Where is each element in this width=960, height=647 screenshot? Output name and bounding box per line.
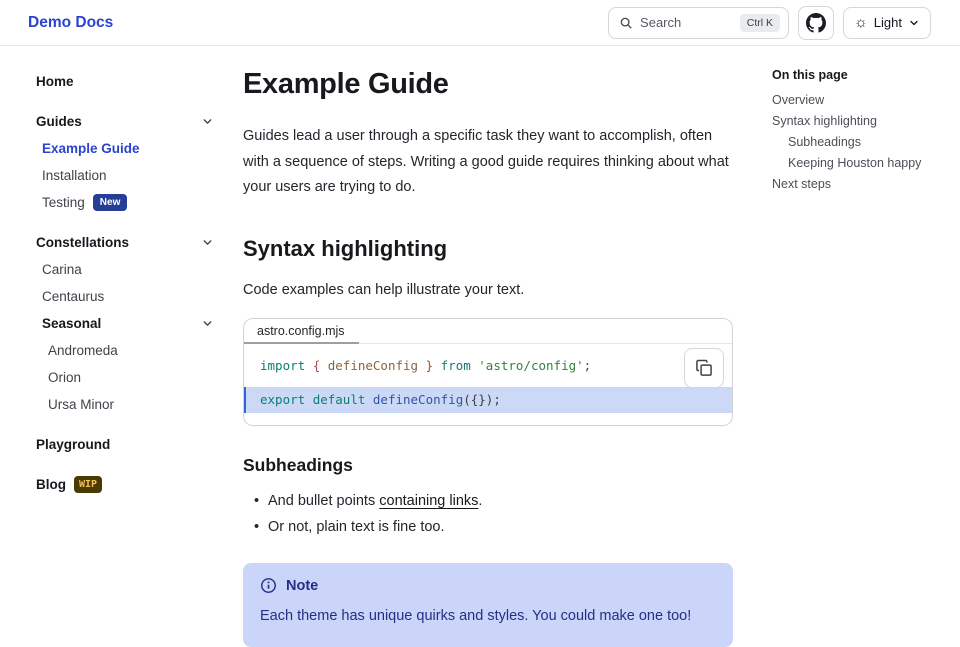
toc-item-next-steps[interactable]: Next steps: [772, 177, 832, 191]
sidebar-item-label: Carina: [42, 262, 82, 277]
toc-list: [772, 90, 947, 195]
section-heading-subheadings: Subheadings: [243, 454, 353, 475]
badge-new: New: [93, 194, 128, 211]
sidebar-item-label: Ursa Minor: [48, 397, 115, 412]
page-title: Example Guide: [243, 68, 449, 100]
sidebar-item-label: Orion: [48, 370, 82, 385]
sidebar-item-andromeda[interactable]: [36, 337, 214, 364]
search-button[interactable]: [608, 7, 789, 39]
sidebar-item-testing[interactable]: [36, 189, 214, 216]
sidebar-nav: [0, 46, 230, 540]
copy-button[interactable]: [684, 348, 724, 388]
sidebar-item-guides[interactable]: [36, 108, 214, 135]
page-layout: [0, 46, 960, 625]
note-body: Each theme has unique quirks and styles. You could make one too!: [260, 608, 692, 625]
main-content: [243, 46, 733, 625]
sidebar-item-label: Home: [36, 74, 74, 89]
intro-paragraph: Guides lead a user through a specific task they want to accomplish, often with a sequence of steps. Writing a good guide requires thinking about what your users are trying to do.: [243, 128, 729, 196]
note-title: Note: [286, 577, 319, 594]
github-icon: [806, 13, 826, 33]
toc-item-overview[interactable]: Overview: [772, 93, 825, 107]
site-header: [0, 0, 960, 46]
search-icon: [619, 16, 633, 30]
sun-icon: ☼: [854, 14, 868, 31]
sidebar-item-blog[interactable]: [36, 471, 214, 498]
site-logo[interactable]: Demo Docs: [28, 13, 114, 31]
theme-select[interactable]: [843, 7, 931, 39]
bullet-item: • Or not, plain text is fine too.: [268, 515, 733, 541]
sidebar-item-label: Testing: [42, 195, 85, 210]
sidebar-item-label: Installation: [42, 168, 107, 183]
badge-wip: WIP: [74, 476, 102, 493]
code-tab-filename[interactable]: astro.config.mjs: [244, 319, 359, 344]
sidebar-item-example-guide[interactable]: [36, 135, 214, 162]
header-controls: [608, 6, 931, 40]
code-tab-bar: [244, 319, 732, 344]
search-shortcut: Ctrl K: [740, 14, 780, 32]
chevron-down-icon: [201, 317, 214, 330]
inline-link[interactable]: containing links: [379, 492, 479, 509]
sidebar-item-seasonal[interactable]: [36, 310, 214, 337]
section-paragraph: Code examples can help illustrate your text.: [243, 281, 525, 298]
sidebar-item-label: Constellations: [36, 235, 130, 250]
bullet-list: [243, 489, 733, 541]
sidebar-item-home[interactable]: [36, 68, 214, 95]
copy-icon: [694, 358, 714, 378]
sidebar-item-label: Andromeda: [48, 343, 118, 358]
note-title-row: [260, 577, 716, 594]
github-button[interactable]: [798, 6, 834, 40]
toc-title: On this page: [772, 68, 848, 82]
sidebar-item-ursa-minor[interactable]: [36, 391, 214, 418]
section-heading-syntax-highlighting: Syntax highlighting: [243, 235, 448, 261]
chevron-down-icon: [201, 236, 214, 249]
sidebar-item-playground[interactable]: [36, 431, 214, 458]
chevron-down-icon: [201, 115, 214, 128]
sidebar-item-orion[interactable]: [36, 364, 214, 391]
sidebar-item-label: Centaurus: [42, 289, 105, 304]
info-icon: [260, 577, 277, 594]
sidebar-item-label: Seasonal: [42, 316, 102, 331]
code-body: [244, 344, 732, 425]
theme-label: Light: [873, 15, 902, 30]
sidebar-item-label: Example Guide: [42, 141, 140, 156]
sidebar-item-carina[interactable]: [36, 256, 214, 283]
sidebar-item-label: Blog: [36, 477, 66, 492]
sidebar-item-label: Guides: [36, 114, 82, 129]
chevron-down-icon: [908, 17, 920, 29]
code-line-highlighted: export default defineConfig({});: [244, 387, 732, 413]
toc-item-subheadings[interactable]: Subheadings: [788, 135, 861, 149]
toc-item-syntax-highlighting[interactable]: Syntax highlighting: [772, 114, 877, 128]
sidebar-item-constellations[interactable]: [36, 229, 214, 256]
sidebar-item-installation[interactable]: [36, 162, 214, 189]
bullet-item: • And bullet points containing links.: [268, 489, 733, 515]
toc-item-keeping-houston-happy[interactable]: Keeping Houston happy: [788, 156, 922, 170]
code-block: [243, 318, 733, 426]
search-label: Search: [640, 15, 682, 30]
toc-panel: [772, 46, 947, 540]
sidebar-item-centaurus[interactable]: [36, 283, 214, 310]
note-aside: [243, 563, 733, 646]
sidebar-item-label: Playground: [36, 437, 111, 452]
code-line: import { defineConfig } from 'astro/config';: [260, 357, 592, 373]
